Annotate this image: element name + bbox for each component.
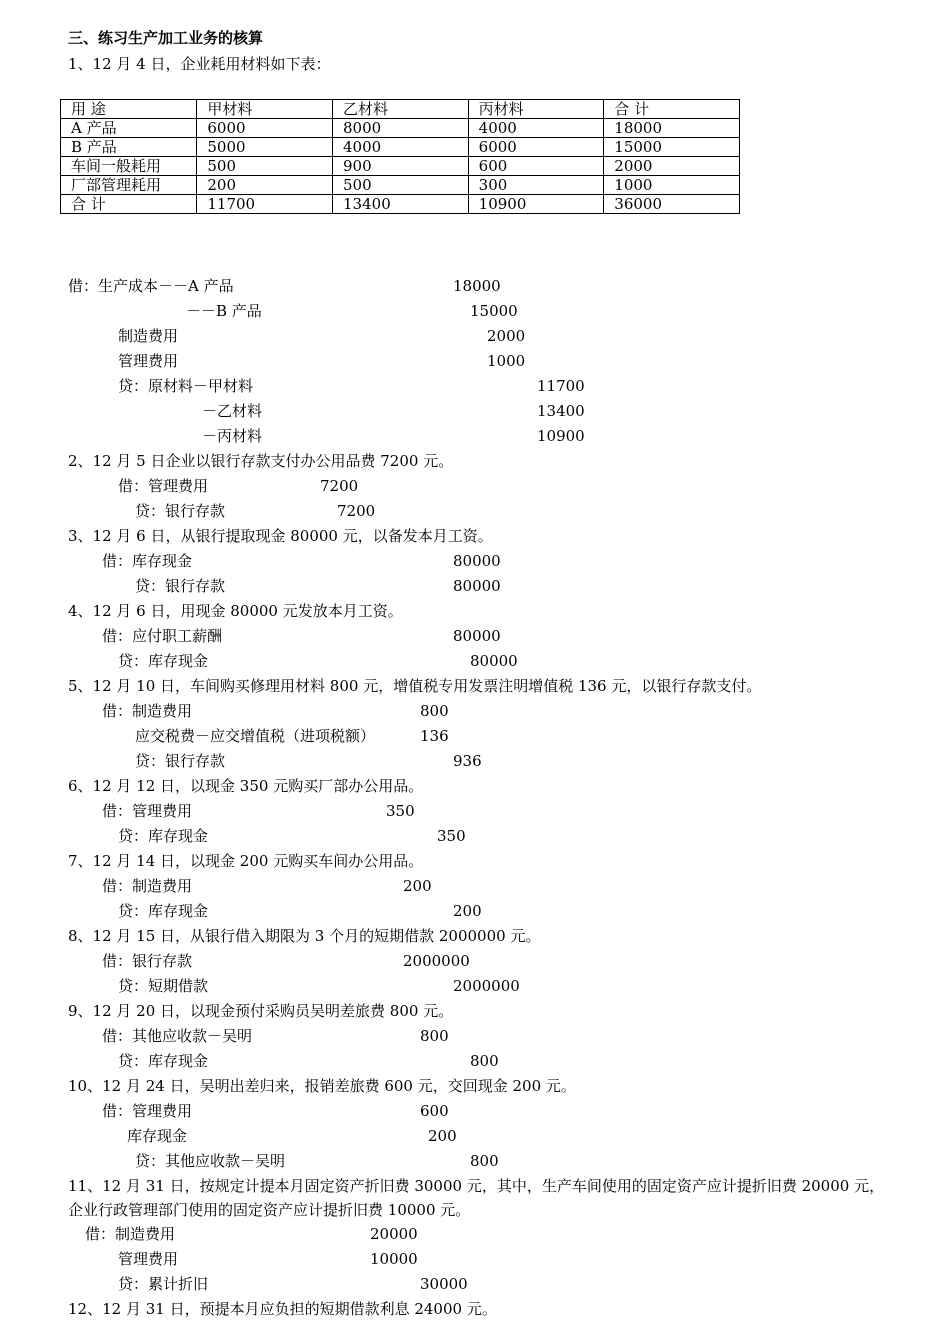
entry-line: 7、12 月 14 日，以现金 200 元购买车间办公用品。: [68, 852, 424, 870]
entry-line: 200: [453, 902, 482, 920]
entry-line: 12、12 月 31 日，预提本月应负担的短期借款利息 24000 元。: [68, 1300, 497, 1318]
entry-line: 贷：原材料－甲材料: [118, 377, 254, 395]
entry-line: 10000: [370, 1250, 418, 1268]
table-cell: 6000: [197, 119, 333, 138]
table-cell: 900: [333, 157, 469, 176]
entry-line: 18000: [453, 277, 501, 295]
table-cell: 10900: [468, 195, 604, 214]
table-cell: 合 计: [61, 195, 197, 214]
entry-line: 贷：银行存款: [135, 577, 226, 595]
entry-line: 借：库存现金: [102, 552, 193, 570]
entry-line: 借：其他应收款－吴明: [102, 1027, 253, 1045]
entry-line: 800: [420, 1027, 449, 1045]
table-row: [61, 138, 740, 157]
table-cell: 600: [468, 157, 604, 176]
entry-line: 20000: [370, 1225, 418, 1243]
entry-line: 借：管理费用: [102, 802, 193, 820]
entry-line: 企业行政管理部门使用的固定资产应计提折旧费 10000 元。: [68, 1201, 471, 1219]
table-header-row: [61, 100, 740, 119]
table-cell: 500: [333, 176, 469, 195]
entry-line: 2000000: [453, 977, 520, 995]
material-table: [60, 99, 740, 214]
entry-line: 管理费用: [118, 1250, 179, 1268]
entry-line: 7200: [337, 502, 376, 520]
table-cell: 200: [197, 176, 333, 195]
table-cell: 6000: [468, 138, 604, 157]
table-cell: 15000: [604, 138, 740, 157]
entry-line: 贷：库存现金: [118, 902, 209, 920]
entry-line: 7200: [320, 477, 359, 495]
entry-line: 贷：库存现金: [118, 652, 209, 670]
entry-line: 600: [420, 1102, 449, 1120]
table-cell: 1000: [604, 176, 740, 195]
entry-line: 800: [420, 702, 449, 720]
table-cell: 11700: [197, 195, 333, 214]
table-cell: 厂部管理耗用: [61, 176, 197, 195]
table-cell: 500: [197, 157, 333, 176]
entry-line: 贷：其他应收款－吴明: [135, 1152, 286, 1170]
entry-line: 10900: [537, 427, 585, 445]
entry-line: 80000: [453, 577, 501, 595]
entry-line: －丙材料: [202, 427, 263, 445]
table-cell: 4000: [333, 138, 469, 157]
entry-line: 贷：库存现金: [118, 1052, 209, 1070]
entry-line: 借：制造费用: [102, 702, 193, 720]
entry-line: 贷：累计折旧: [118, 1275, 209, 1293]
entry-line: 1000: [487, 352, 526, 370]
entry-line: 应交税费－应交增值税（进项税额）: [135, 727, 376, 745]
table-cell: 4000: [468, 119, 604, 138]
table-header-cell: 甲材料: [197, 100, 333, 119]
section-title: 三、练习生产加工业务的核算: [68, 29, 264, 47]
table-row: [61, 176, 740, 195]
entry-line: 350: [437, 827, 466, 845]
entry-line: 借：银行存款: [102, 952, 193, 970]
entry-line: 10、12 月 24 日，吴明出差归来，报销差旅费 600 元，交回现金 200 元。: [68, 1077, 576, 1095]
entry-line: 350: [386, 802, 415, 820]
entry-line: 9、12 月 20 日，以现金预付采购员吴明差旅费 800 元。: [68, 1002, 454, 1020]
entry-line: 借：生产成本－－A 产品: [68, 277, 234, 295]
table-cell: 车间一般耗用: [61, 157, 197, 176]
table-row: [61, 119, 740, 138]
table-cell: B 产品: [61, 138, 197, 157]
intro-text: 1、12 月 4 日，企业耗用材料如下表：: [68, 55, 331, 73]
entry-line: 制造费用: [118, 327, 179, 345]
entry-line: 贷：银行存款: [135, 502, 226, 520]
table-cell: 13400: [333, 195, 469, 214]
entry-line: －乙材料: [202, 402, 263, 420]
table-row: [61, 195, 740, 214]
entry-line: 借：管理费用: [102, 1102, 193, 1120]
entry-line: 11、12 月 31 日，按规定计提本月固定资产折旧费 30000 元，其中，生产车间使用的固定资产应计提折旧费 20000 元，: [68, 1177, 885, 1195]
table-header-cell: 乙材料: [333, 100, 469, 119]
entry-line: 库存现金: [127, 1127, 188, 1145]
entry-line: 936: [453, 752, 482, 770]
entry-line: 2、12 月 5 日企业以银行存款支付办公用品费 7200 元。: [68, 452, 454, 470]
table-cell: 2000: [604, 157, 740, 176]
entry-line: 借：应付职工薪酬: [102, 627, 223, 645]
entry-line: 80000: [453, 552, 501, 570]
table-row: [61, 157, 740, 176]
entry-line: 200: [403, 877, 432, 895]
table-cell: 8000: [333, 119, 469, 138]
entry-line: 8、12 月 15 日，从银行借入期限为 3 个月的短期借款 2000000 元。: [68, 927, 541, 945]
table-cell: 18000: [604, 119, 740, 138]
entry-line: 3、12 月 6 日，从银行提取现金 80000 元，以备发本月工资。: [68, 527, 493, 545]
entry-line: 借：管理费用: [118, 477, 209, 495]
table-header-cell: 用 途: [61, 100, 197, 119]
entry-line: 贷：银行存款: [135, 752, 226, 770]
entry-line: 2000000: [403, 952, 470, 970]
entry-line: 4、12 月 6 日，用现金 80000 元发放本月工资。: [68, 602, 403, 620]
entry-line: 管理费用: [118, 352, 179, 370]
entry-line: 15000: [470, 302, 518, 320]
entry-line: 6、12 月 12 日，以现金 350 元购买厂部办公用品。: [68, 777, 424, 795]
entry-line: 80000: [453, 627, 501, 645]
entry-line: 借：制造费用: [102, 877, 193, 895]
entry-line: 贷：短期借款: [118, 977, 209, 995]
entry-line: 贷：库存现金: [118, 827, 209, 845]
entry-line: －－B 产品: [186, 302, 262, 320]
entry-line: 30000: [420, 1275, 468, 1293]
entry-line: 800: [470, 1052, 499, 1070]
entry-line: 11700: [537, 377, 585, 395]
entry-line: 2000: [487, 327, 526, 345]
entry-line: 13400: [537, 402, 585, 420]
table-cell: 5000: [197, 138, 333, 157]
entry-line: 80000: [470, 652, 518, 670]
table-header-cell: 丙材料: [468, 100, 604, 119]
entry-line: 借：制造费用: [85, 1225, 176, 1243]
table-cell: A 产品: [61, 119, 197, 138]
entry-line: 800: [470, 1152, 499, 1170]
entry-line: 136: [420, 727, 449, 745]
table-header-cell: 合 计: [604, 100, 740, 119]
table-cell: 36000: [604, 195, 740, 214]
table-cell: 300: [468, 176, 604, 195]
entry-line: 200: [428, 1127, 457, 1145]
entry-line: 5、12 月 10 日，车间购买修理用材料 800 元，增值税专用发票注明增值税 136 元，以银行存款支付。: [68, 677, 762, 695]
